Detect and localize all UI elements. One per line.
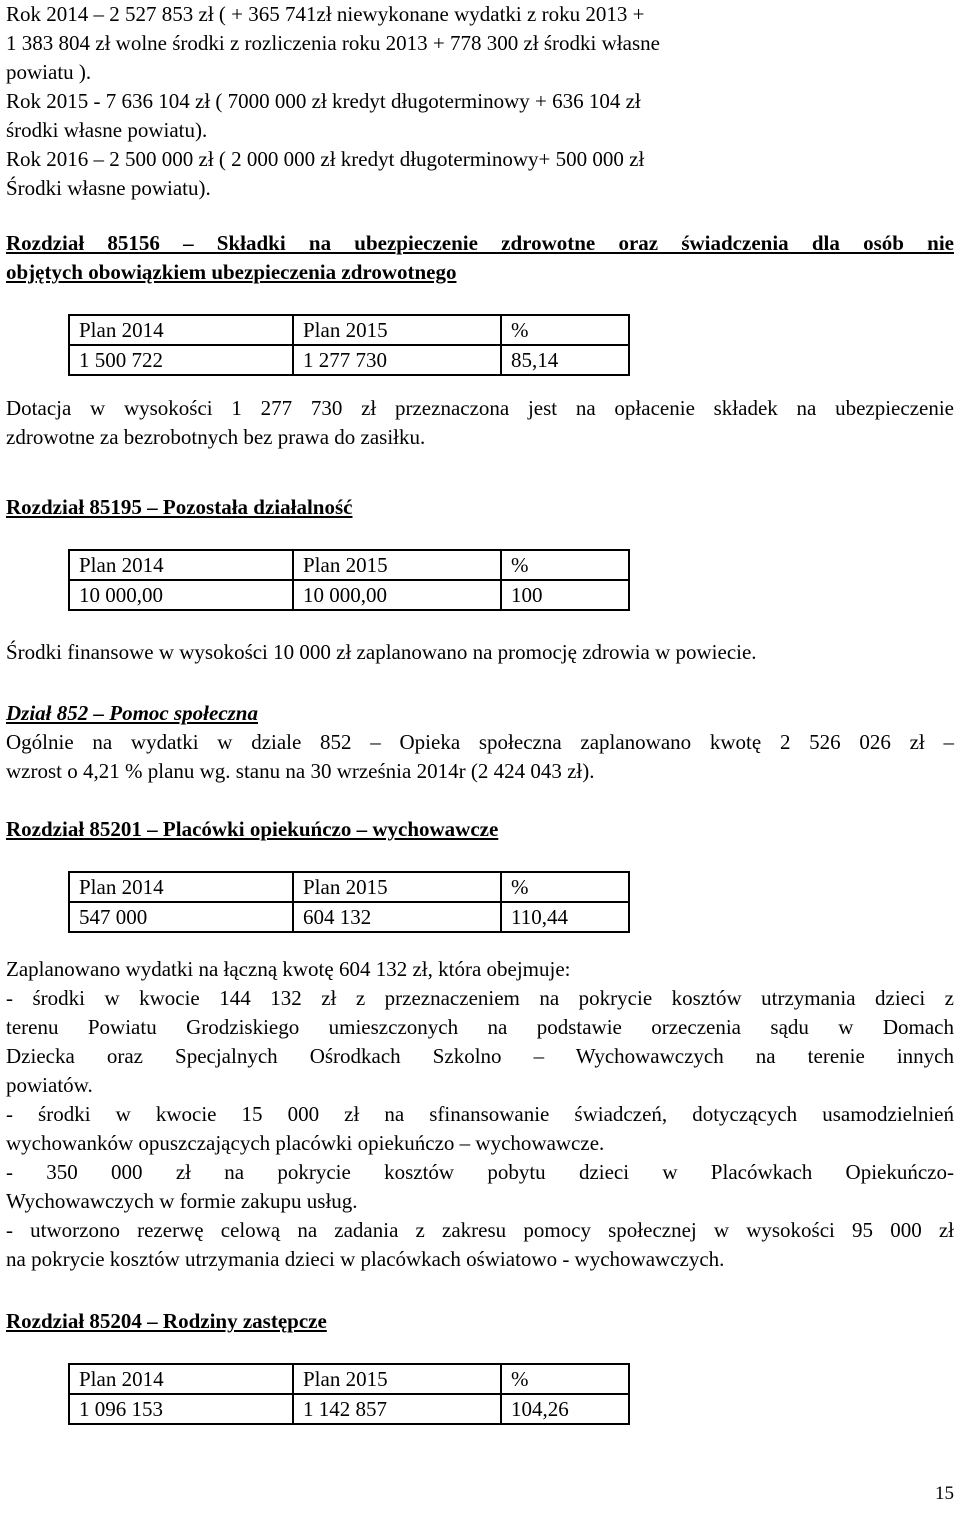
dzial-description — [6, 728, 954, 786]
table-header-cell: % — [501, 1364, 629, 1394]
table-row — [69, 1394, 629, 1424]
page-number: 15 — [935, 1483, 954, 1504]
table-header-row — [69, 872, 629, 902]
intro-line: 1 383 804 zł wolne środki z rozliczenia roku 2013 + 778 300 zł środki własne — [6, 31, 660, 55]
table-header-row — [69, 315, 629, 345]
description-line: Dotacja w wysokości 1 277 730 zł przeznaczona jest na opłacenie składek na ubezpieczenie — [6, 396, 954, 420]
table-cell: 110,44 — [501, 902, 629, 932]
intro-line: Rok 2016 – 2 500 000 zł ( 2 000 000 zł kredyt długoterminowy+ 500 000 zł — [6, 147, 645, 171]
plan-table — [68, 871, 630, 933]
dzial-heading: Dział 852 – Pomoc społeczna — [6, 701, 258, 725]
section-85201 — [6, 815, 954, 1274]
table-row — [69, 345, 629, 375]
plan-table — [68, 549, 630, 611]
section-85156 — [6, 229, 954, 452]
section-body — [6, 955, 954, 1274]
section-85195 — [6, 493, 954, 667]
plan-table — [68, 1363, 630, 1425]
body-line: - środki w kwocie 144 132 zł z przeznaczeniem na pokrycie kosztów utrzymania dzieci z — [6, 986, 954, 1010]
table-header-cell: % — [501, 550, 629, 580]
table-cell: 1 500 722 — [69, 345, 293, 375]
body-line: wychowanków opuszczających placówki opiekuńczo – wychowawcze. — [6, 1131, 605, 1155]
section-heading-line: objętych obowiązkiem ubezpieczenia zdrowotnego — [6, 260, 457, 284]
table-cell: 1 142 857 — [293, 1394, 501, 1424]
table-row — [69, 580, 629, 610]
dzial-852 — [6, 699, 954, 786]
section-heading: Rozdział 85201 – Placówki opiekuńczo – wychowawcze — [6, 817, 499, 841]
table-header-cell: Plan 2014 — [69, 550, 293, 580]
table-header-cell: Plan 2015 — [293, 1364, 501, 1394]
intro-block — [6, 0, 954, 203]
description-line: wzrost o 4,21 % planu wg. stanu na 30 września 2014r (2 424 043 zł). — [6, 759, 595, 783]
body-line: Zaplanowano wydatki na łączną kwotę 604 132 zł, która obejmuje: — [6, 957, 571, 981]
intro-line: powiatu ). — [6, 60, 92, 84]
body-line: - utworzono rezerwę celową na zadania z zakresu pomocy społecznej w wysokości 95 000 zł — [6, 1218, 954, 1242]
section-description — [6, 394, 954, 452]
table-header-row — [69, 1364, 629, 1394]
plan-table — [68, 314, 630, 376]
table-header-cell: Plan 2015 — [293, 550, 501, 580]
intro-line: środki własne powiatu). — [6, 118, 208, 142]
section-heading: Rozdział 85195 – Pozostała działalność — [6, 495, 353, 519]
table-header-cell: % — [501, 872, 629, 902]
body-line: - środki w kwocie 15 000 zł na sfinansowanie świadczeń, dotyczących usamodzielnień — [6, 1102, 954, 1126]
body-line: na pokrycie kosztów utrzymania dzieci w placówkach oświatowo - wychowawczych. — [6, 1247, 725, 1271]
table-cell: 547 000 — [69, 902, 293, 932]
table-header-cell: Plan 2014 — [69, 315, 293, 345]
body-line: powiatów. — [6, 1073, 93, 1097]
body-line: terenu Powiatu Grodziskiego umieszczonych na podstawie orzeczenia sądu w Domach — [6, 1015, 954, 1039]
section-heading: Rozdział 85204 – Rodziny zastępcze — [6, 1309, 327, 1333]
body-line: Dziecka oraz Specjalnych Ośrodkach Szkolno – Wychowawczych na terenie innych — [6, 1044, 954, 1068]
table-cell: 604 132 — [293, 902, 501, 932]
table-header-cell: Plan 2015 — [293, 872, 501, 902]
table-cell: 10 000,00 — [69, 580, 293, 610]
table-cell: 10 000,00 — [293, 580, 501, 610]
table-row — [69, 902, 629, 932]
table-header-cell: Plan 2014 — [69, 1364, 293, 1394]
table-header-row — [69, 550, 629, 580]
body-line: - 350 000 zł na pokrycie kosztów pobytu dzieci w Placówkach Opiekuńczo- — [6, 1160, 954, 1184]
table-cell: 1 096 153 — [69, 1394, 293, 1424]
table-header-cell: Plan 2014 — [69, 872, 293, 902]
description-line: Ogólnie na wydatki w dziale 852 – Opieka społeczna zaplanowano kwotę 2 526 026 zł – — [6, 730, 954, 754]
table-cell: 1 277 730 — [293, 345, 501, 375]
intro-line: Środki własne powiatu). — [6, 176, 211, 200]
intro-line: Rok 2015 - 7 636 104 zł ( 7000 000 zł kredyt długoterminowy + 636 104 zł — [6, 89, 641, 113]
table-header-cell: % — [501, 315, 629, 345]
section-heading — [6, 229, 954, 287]
section-85204 — [6, 1307, 954, 1425]
dzial-heading-wrap — [6, 699, 954, 728]
table-header-cell: Plan 2015 — [293, 315, 501, 345]
section-heading-line: Rozdział 85156 – Składki na ubezpieczenie zdrowotne oraz świadczenia dla osób nie — [6, 231, 954, 255]
body-line: Wychowawczych w formie zakupu usług. — [6, 1189, 358, 1213]
section-description: Środki finansowe w wysokości 10 000 zł zaplanowano na promocję zdrowia w powiecie. — [6, 640, 757, 664]
intro-line: Rok 2014 – 2 527 853 zł ( + 365 741zł niewykonane wydatki z roku 2013 + — [6, 2, 645, 26]
table-cell: 104,26 — [501, 1394, 629, 1424]
table-cell: 85,14 — [501, 345, 629, 375]
table-cell: 100 — [501, 580, 629, 610]
description-line: zdrowotne za bezrobotnych bez prawa do zasiłku. — [6, 425, 426, 449]
